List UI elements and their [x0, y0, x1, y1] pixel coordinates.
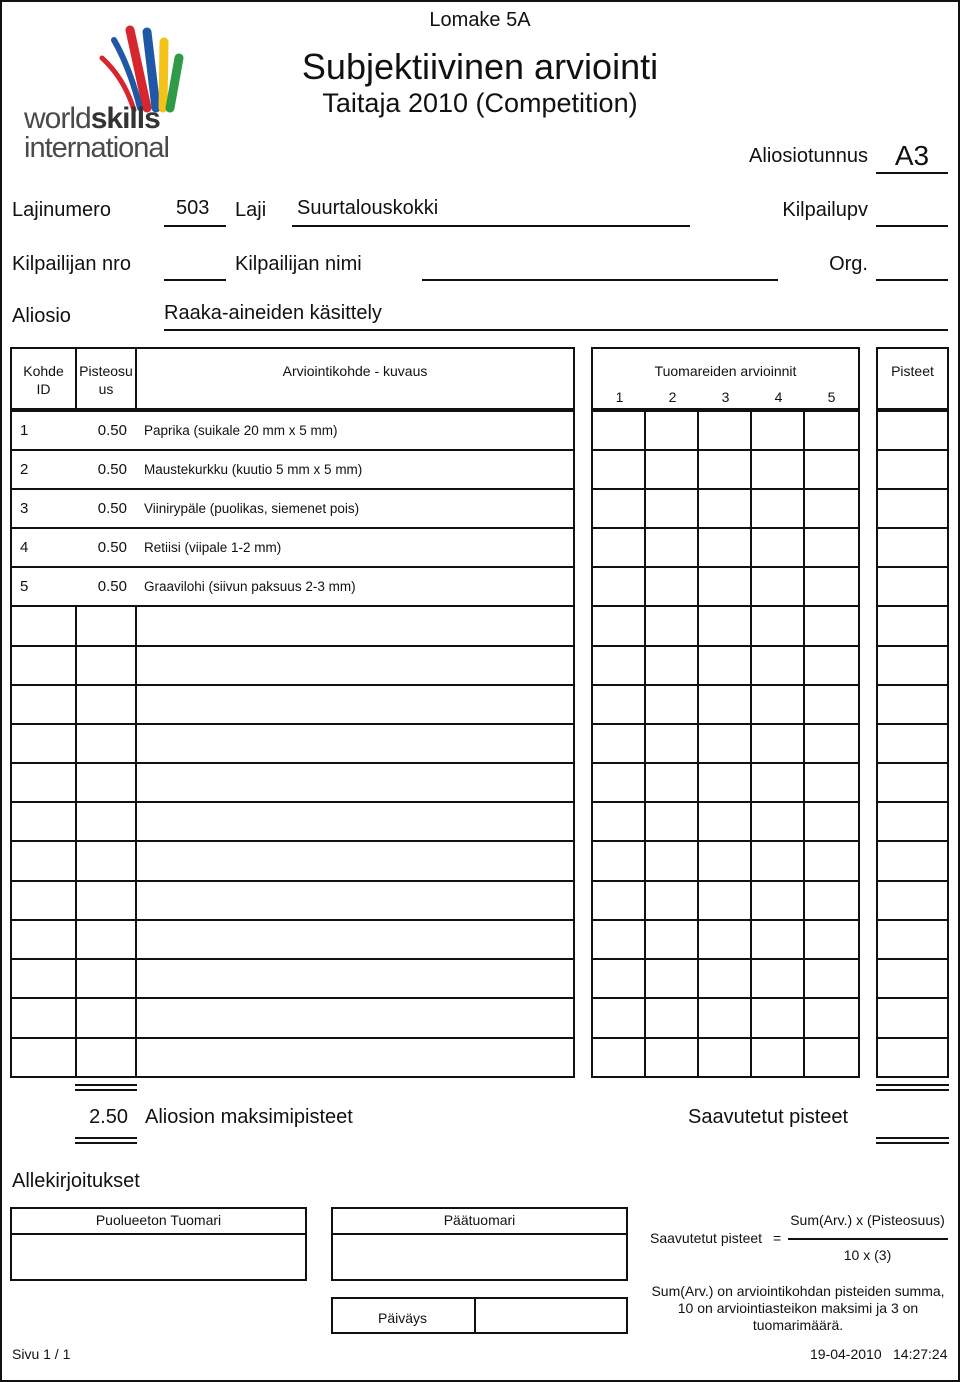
- body-col-div-2: [135, 606, 137, 1078]
- table-row-2-desc: Maustekurkku (kuutio 5 mm x 5 mm): [144, 462, 363, 477]
- row-line-16: [10, 1037, 949, 1039]
- aliosio-line: [164, 329, 948, 331]
- aliosio-label: Aliosio: [12, 305, 71, 327]
- judge-number-5: 5: [827, 389, 836, 405]
- judge-number-3: 3: [721, 389, 730, 405]
- table-row-5-weight: 0.50: [97, 578, 127, 595]
- col-pisteet: Pisteet: [891, 363, 934, 379]
- max-points-label: Aliosion maksimipisteet: [145, 1106, 353, 1128]
- judge-div-3: [750, 410, 752, 1078]
- body-col-div-1: [75, 606, 77, 1078]
- page-border-top: [0, 0, 960, 2]
- neutral-judge-label: Puolueeton Tuomari: [95, 1212, 222, 1228]
- kilpailijan-nro-line: [164, 279, 226, 281]
- head-judge-divider: [331, 1233, 628, 1235]
- row-line-6: [10, 645, 949, 647]
- form-code: Lomake 5A: [429, 9, 531, 31]
- judge-number-2: 2: [668, 389, 677, 405]
- row-line-2: [10, 488, 949, 490]
- col-pisteosu: Pisteosu: [79, 363, 133, 379]
- row-line-14: [10, 958, 949, 960]
- gap-1: [575, 440, 591, 1080]
- lajinumero-line: [164, 225, 226, 227]
- table-row-3-id: 3: [20, 500, 29, 517]
- col-kuvaus: Arviointikohde - kuvaus: [282, 363, 428, 379]
- laji-label: Laji: [235, 199, 267, 221]
- table-row-4-id: 4: [20, 539, 29, 556]
- row-line-12: [10, 880, 949, 882]
- signatures-title: Allekirjoitukset: [12, 1170, 140, 1192]
- points-double-line-bottom-b: [876, 1142, 949, 1144]
- date-box-divider: [474, 1297, 476, 1334]
- points-double-line-bottom-a: [876, 1137, 949, 1139]
- page-subtitle: Taitaja 2010 (Competition): [322, 88, 638, 118]
- neutral-judge-divider: [10, 1233, 307, 1235]
- max-double-line-top-b: [75, 1089, 137, 1091]
- row-line-5: [10, 605, 949, 607]
- judge-number-4: 4: [774, 389, 783, 405]
- kilpailijan-nro-label: Kilpailijan nro: [12, 253, 131, 275]
- formula-denominator: 10 x (3): [843, 1247, 892, 1263]
- judge-div-4: [803, 410, 805, 1078]
- footer-date: 19-04-2010: [810, 1346, 882, 1362]
- table-row-3-desc: Viinirypäle (puolikas, siemenet pois): [144, 501, 360, 516]
- laji-line: [292, 225, 690, 227]
- kilpailijan-nimi-label: Kilpailijan nimi: [235, 253, 362, 275]
- row-line-10: [10, 801, 949, 803]
- aliosio-value: Raaka-aineiden käsittely: [164, 302, 382, 324]
- formula-fraction-bar: [788, 1238, 948, 1240]
- table-body-points: [876, 410, 949, 1078]
- kilpailupv-label: Kilpailupv: [782, 199, 868, 221]
- table-body-judges: [591, 410, 860, 1078]
- row-line-1: [10, 449, 949, 451]
- max-double-line-bottom-a: [75, 1137, 137, 1139]
- head-judge-label: Päätuomari: [443, 1212, 516, 1228]
- laji-value: Suurtalouskokki: [297, 197, 439, 219]
- formula-numerator: Sum(Arv.) x (Pisteosuus): [790, 1212, 945, 1228]
- col-id: ID: [36, 381, 51, 397]
- table-row-3-weight: 0.50: [97, 500, 127, 517]
- formula-equals: =: [773, 1230, 782, 1246]
- col-pisteosu-2: us: [98, 381, 114, 397]
- table-row-2-id: 2: [20, 461, 29, 478]
- kilpailijan-nimi-line: [422, 279, 778, 281]
- page-border-left: [0, 0, 2, 1382]
- row-line-3: [10, 527, 949, 529]
- judge-number-1: 1: [615, 389, 624, 405]
- table-row-5-id: 5: [20, 578, 29, 595]
- judge-div-1: [644, 410, 646, 1078]
- row-line-8: [10, 723, 949, 725]
- lajinumero-label: Lajinumero: [12, 199, 111, 221]
- aliosiotunnus-value: A3: [894, 140, 930, 171]
- row-line-9: [10, 762, 949, 764]
- max-points-value: 2.50: [89, 1106, 128, 1128]
- table-row-4-weight: 0.50: [97, 539, 127, 556]
- table-row-4-desc: Retiisi (viipale 1-2 mm): [144, 540, 282, 555]
- formula-note: Sum(Arv.) on arviointikohdan pisteiden summa, 10 on arviointiasteikon maksimi ja 3 on tuomarimäärä.: [651, 1283, 945, 1333]
- col-tuomareiden: Tuomareiden arvioinnit: [654, 363, 797, 379]
- aliosiotunnus-label: Aliosiotunnus: [749, 145, 868, 167]
- points-double-line-top-b: [876, 1089, 949, 1091]
- judge-div-2: [697, 410, 699, 1078]
- logo-text-international: international: [24, 132, 169, 164]
- achieved-points-label: Saavutetut pisteet: [688, 1106, 849, 1128]
- logo-text-world: world: [24, 102, 91, 135]
- logo-text-skills: skills: [90, 102, 160, 135]
- row-line-15: [10, 997, 949, 999]
- table-row-2-weight: 0.50: [97, 461, 127, 478]
- table-row-1-id: 1: [20, 422, 29, 439]
- row-line-13: [10, 919, 949, 921]
- col-kohde: Kohde: [23, 363, 64, 379]
- table-row-1-weight: 0.50: [97, 422, 127, 439]
- org-line: [876, 279, 948, 281]
- max-double-line-bottom-b: [75, 1142, 137, 1144]
- formula-lhs: Saavutetut pisteet: [650, 1230, 763, 1246]
- kilpailupv-line: [876, 225, 948, 227]
- lajinumero-value: 503: [176, 197, 210, 219]
- row-line-4: [10, 566, 949, 568]
- page-number: Sivu 1 / 1: [12, 1346, 71, 1362]
- points-double-line-top-a: [876, 1084, 949, 1086]
- gap-2: [860, 440, 876, 1080]
- table-row-5-desc: Graavilohi (siivun paksuus 2-3 mm): [144, 579, 356, 594]
- row-line-11: [10, 840, 949, 842]
- worldskills-logo: [22, 18, 192, 168]
- table-row-1-desc: Paprika (suikale 20 mm x 5 mm): [144, 423, 338, 438]
- org-label: Org.: [829, 253, 868, 275]
- max-double-line-top-a: [75, 1084, 137, 1086]
- date-label: Päiväys: [377, 1310, 428, 1326]
- aliosiotunnus-line: [876, 172, 948, 174]
- row-line-7: [10, 684, 949, 686]
- footer-time: 14:27:24: [893, 1346, 948, 1362]
- page-title: Subjektiivinen arviointi: [301, 46, 659, 87]
